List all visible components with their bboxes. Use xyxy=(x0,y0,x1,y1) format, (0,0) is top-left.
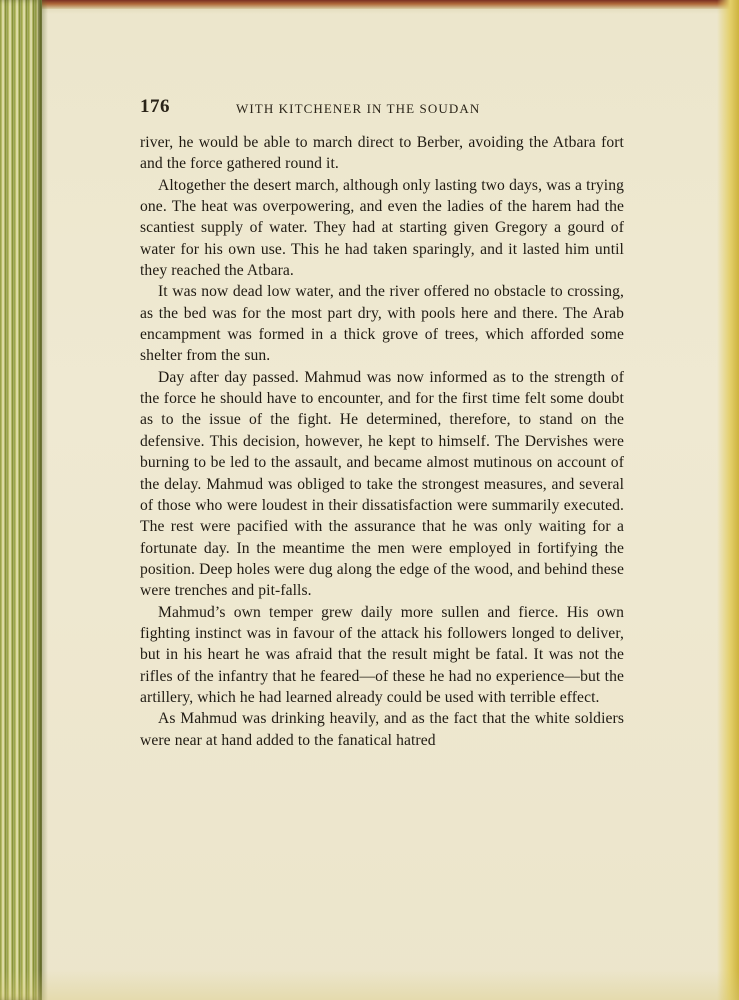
spine-shadow xyxy=(38,0,48,1000)
right-page-edge xyxy=(717,0,739,1000)
top-edge-band xyxy=(0,0,739,9)
page-number: 176 xyxy=(140,96,170,117)
paragraph-4: Day after day passed. Mahmud was now informed as to the strength of the force he should have to encounter, and for the first time felt some doubt as to the issue of the fight. He determined, therefore, to stand on the defensive. This decision, however, he kept to himself. The Dervishes were burning to be led to the assault, and became almost mutinous on account of the delay. Mahmud was obliged to take the strongest measures, and several of those who were loudest in their dissatisfaction were summarily executed. The rest were pacified with the assurance that he was only waiting for a fortunate day. In the meantime the men were employed in fortifying the position. Deep holes were dug along the edge of the wood, and behind these were trenches and pit-falls. xyxy=(140,368,624,600)
paragraph-6: As Mahmud was drinking heavily, and as the fact that the white soldiers were near at hand added to the fanatical hatred xyxy=(140,710,624,749)
paragraph-2: Altogether the desert march, although only lasting two days, was a trying one. The heat was overpowering, and even the ladies of the harem had the scantiest supply of water. They had at starting given Gregory a gourd of water for his own use. This he had taken sparingly, and it lasted him until they reached the Atbara. xyxy=(140,176,624,280)
bottom-page-edge xyxy=(0,970,739,1000)
running-head: WITH KITCHENER IN THE SOUDAN xyxy=(236,101,481,116)
page-header xyxy=(140,96,624,122)
paragraph-3: It was now dead low water, and the river offered no obstacle to crossing, as the bed was for the most part dry, with pools here and there. The Arab encampment was formed in a thick grove of trees, which afforded some shelter from the sun. xyxy=(140,283,624,365)
body-text xyxy=(140,132,624,751)
paragraph-1: river, he would be able to march direct to Berber, avoiding the Atbara fort and the force gathered round it. xyxy=(140,134,624,173)
book-page xyxy=(140,96,624,751)
book-spine-page-edges xyxy=(0,0,42,1000)
paragraph-5: Mahmud’s own temper grew daily more sullen and fierce. His own fighting instinct was in favour of the attack his followers longed to deliver, but in his heart he was afraid that the result might be fatal. It was not the rifles of the infantry that he feared—of these he had no experience—but the artillery, which he had learned already could be used with terrible effect. xyxy=(140,603,624,706)
